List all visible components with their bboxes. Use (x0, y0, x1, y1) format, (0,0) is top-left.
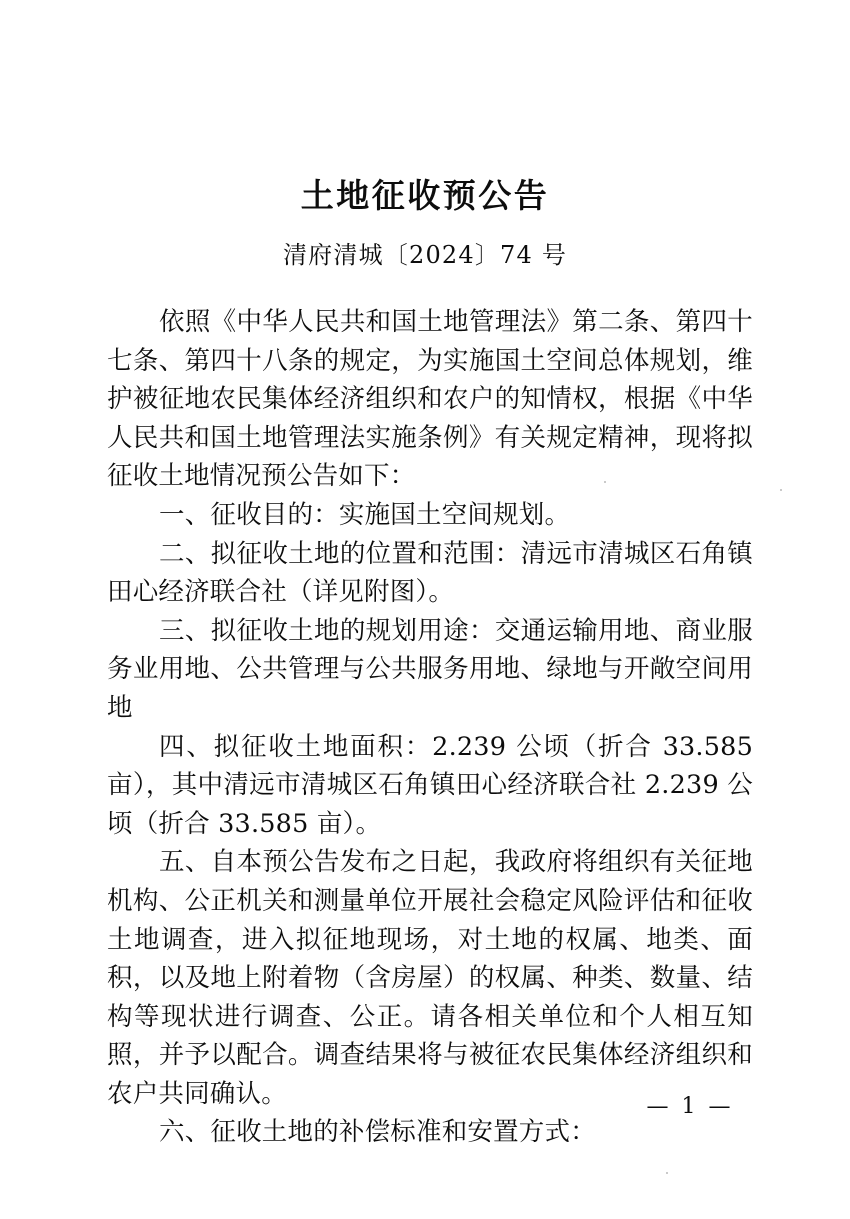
page-number-footer: — 1 — (646, 1094, 734, 1119)
paragraph-preamble: 依照《中华人民共和国土地管理法》第二条、第四十七条、第四十八条的规定，为实施国土空间总体规划，维护被征地农民集体经济组织和农户的知情权，根据《中华人民共和国土地管理法实施条例》有关规定精神，现将拟征收土地情况预公告如下： (107, 307, 753, 492)
document-body (107, 303, 753, 1152)
page-title: 土地征收预公告 (300, 176, 550, 216)
scan-speck (666, 1172, 668, 1174)
paragraph-item-2: 二、拟征收土地的位置和范围：清远市清城区石角镇田心经济联合社（详见附图）。 (107, 538, 753, 608)
paragraph-item-5: 五、自本预公告发布之日起，我政府将组织有关征地机构、公正机关和测量单位开展社会稳定风险评估和征收土地调查，进入拟征地现场，对土地的权属、地类、面积，以及地上附着物（含房屋）的权属、种类、数量、结构等现状进行调查、公正。请各相关单位和个人相互知照，并予以配合。调查结果将与被征农民集体经济组织和农户共同确认。 (107, 847, 753, 1109)
paragraph-item-4: 四、拟征收土地面积：2.239 公顷（折合 33.585 亩），其中清远市清城区石角镇田心经济联合社 2.239 公顷（折合 33.585 亩）。 (107, 731, 753, 839)
paragraph-item-6: 六、征收土地的补偿标准和安置方式： (159, 1117, 596, 1148)
document-number: 清府清城〔2024〕74 号 (282, 241, 568, 269)
scan-speck (780, 489, 782, 491)
paragraph-item-1: 一、征收目的：实施国土空间规划。 (159, 499, 571, 530)
paragraph-item-3: 三、拟征收土地的规划用途：交通运输用地、商业服务业用地、公共管理与公共服务用地、绿地与开敞空间用地 (107, 615, 753, 723)
